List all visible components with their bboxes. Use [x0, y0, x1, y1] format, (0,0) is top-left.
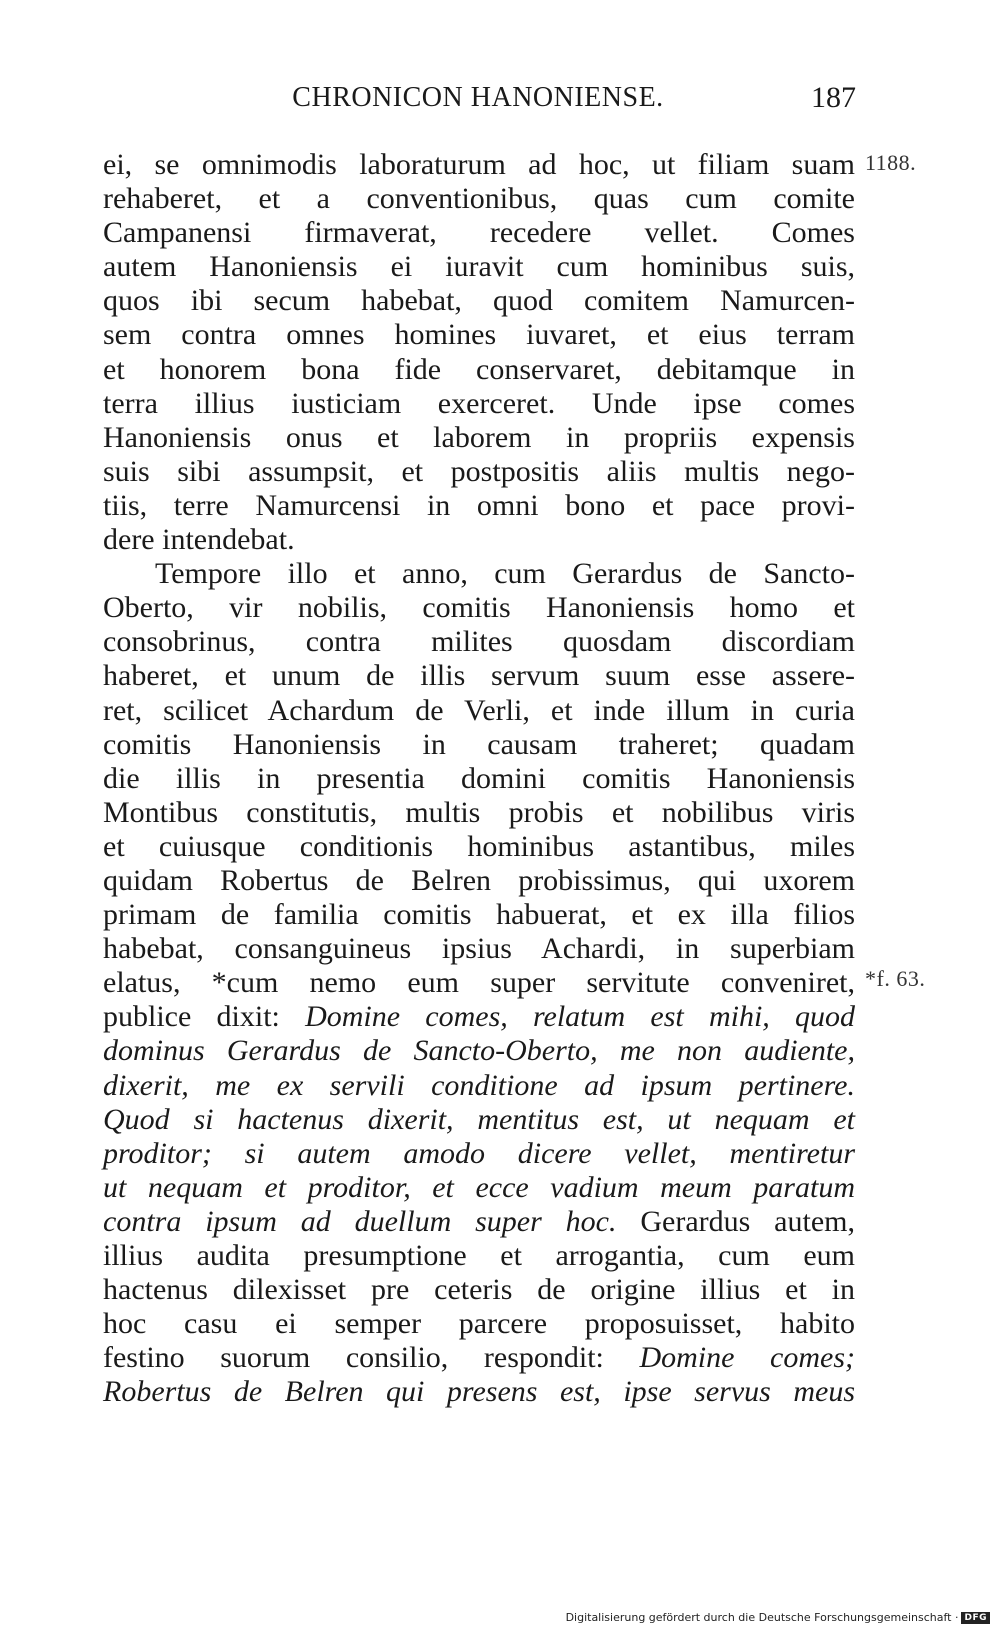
- text-line: primam de familia comitis habuerat, et ex illa filios: [103, 898, 855, 932]
- margin-folio-note: *f. 63.: [865, 966, 926, 991]
- text-line: et cuiusque conditionis hominibus astantibus, miles: [103, 829, 855, 863]
- text-line: [103, 1034, 855, 1068]
- text-line: die illis in presentia domini comitis Hanoniensis: [103, 761, 855, 795]
- text-line: rehaberet, et a conventionibus, quas cum comite: [103, 182, 855, 216]
- page-number: 187: [811, 81, 856, 114]
- text-line: [103, 1171, 855, 1205]
- text-line: autem Hanoniensis ei iuravit cum hominibus suis,: [103, 250, 855, 284]
- text-line: terra illius iusticiam exerceret. Unde ipse comes: [103, 386, 855, 420]
- text-line: quidam Robertus de Belren probissimus, qui uxorem: [103, 863, 855, 897]
- italic-run: dixerit, me ex servili conditione ad ipsum pertinere.: [103, 1068, 855, 1102]
- italic-run: dominus Gerardus de Sancto-Oberto, me non audiente,: [103, 1034, 855, 1068]
- text-line: illius audita presumptione et arrogantia, cum eum: [103, 1239, 855, 1272]
- text-line: ret, scilicet Achardum de Verli, et inde illum in curia: [103, 693, 855, 727]
- text-line: dere intendebat.: [103, 523, 295, 557]
- text-line: Tempore illo et anno, cum Gerardus de Sancto-: [155, 557, 855, 591]
- text-line: Hanoniensis onus et laborem in propriis expensis: [103, 420, 855, 454]
- text-run: Gerardus autem,: [616, 1204, 855, 1238]
- text-line: Montibus constitutis, multis probis et nobilibus viris: [103, 795, 855, 829]
- text-run: festino suorum consilio, respondit:: [103, 1341, 640, 1375]
- italic-run: Robertus de Belren qui presens est, ipse servus meus: [103, 1375, 855, 1409]
- text-line: elatus, *cum nemo eum super servitute conveniret,: [103, 966, 855, 1000]
- text-line: [103, 1205, 855, 1239]
- text-line: quos ibi secum habebat, quod comitem Namurcen-: [103, 284, 855, 318]
- text-line: comitis Hanoniensis in causam traheret; quadam: [103, 727, 855, 761]
- text-line: [103, 1375, 855, 1409]
- text-line: habebat, consanguineus ipsius Achardi, in superbiam: [103, 932, 855, 966]
- body-text: [103, 148, 855, 1409]
- italic-run: ut nequam et proditor, et ecce vadium meum paratum: [103, 1170, 855, 1204]
- text-line: hactenus dilexisset pre ceteris de origine illius et in: [103, 1273, 855, 1307]
- text-line: hoc casu ei semper parcere proposuisset, habito: [103, 1307, 855, 1341]
- text-line: haberet, et unum de illis servum suum esse assere-: [103, 659, 855, 693]
- text-line: [103, 1069, 855, 1103]
- italic-run: Domine comes;: [639, 1341, 855, 1375]
- text-line: Campanensi firmaverat, recedere vellet. Comes: [103, 216, 855, 250]
- margin-year-note: 1188.: [865, 150, 917, 175]
- italic-run: contra ipsum ad duellum super hoc.: [103, 1204, 617, 1238]
- text-line: Oberto, vir nobilis, comitis Hanoniensis homo et: [103, 591, 855, 625]
- text-line: [103, 1103, 855, 1137]
- page-header: [100, 78, 856, 118]
- text-line: et honorem bona fide conservaret, debitamque in: [103, 352, 855, 386]
- text-line: [103, 1137, 855, 1171]
- text-line: [103, 1341, 855, 1375]
- text-line: tiis, terre Namurcensi in omni bono et pace provi-: [103, 488, 855, 522]
- text-run: publice dixit:: [103, 1000, 306, 1034]
- italic-run: Domine comes, relatum est mihi, quod: [305, 1000, 855, 1034]
- digitization-footer: [566, 1611, 990, 1624]
- italic-run: Quod si hactenus dixerit, mentitus est, ut nequam et: [103, 1102, 855, 1136]
- text-line: sem contra omnes homines iuvaret, et eius terram: [103, 318, 855, 352]
- text-line: [103, 1000, 855, 1034]
- text-line: ei, se omnimodis laboraturum ad hoc, ut filiam suam: [103, 148, 855, 181]
- footer-credit: Digitalisierung gefördert durch die Deutsche Forschungsgemeinschaft ·: [565, 1611, 959, 1624]
- running-title: CHRONICON HANONIENSE.: [292, 82, 664, 113]
- italic-run: proditor; si autem amodo dicere vellet, mentiretur: [103, 1136, 855, 1170]
- dfg-logo-icon: DFG: [961, 1612, 990, 1624]
- text-line: suis sibi assumpsit, et postpositis aliis multis nego-: [103, 454, 855, 488]
- text-line: consobrinus, contra milites quosdam discordiam: [103, 625, 855, 659]
